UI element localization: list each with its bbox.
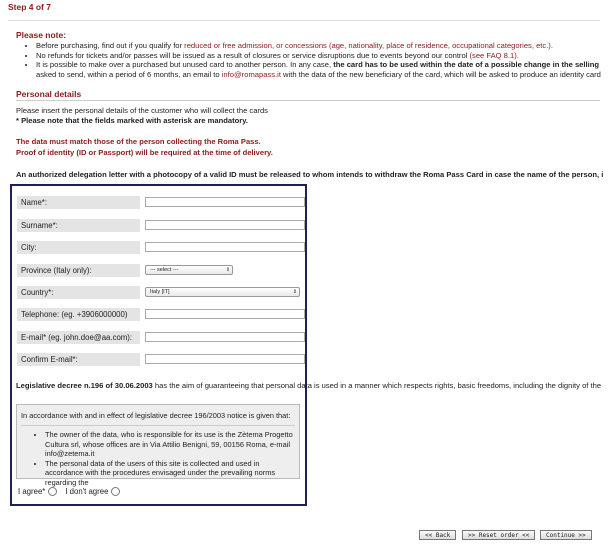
chevron-up-down-icon: ⇕ (225, 267, 230, 273)
concessions-link[interactable]: reduced or free admission, or concessions (age, nationality, place of residence, occupational categories, etc.). (184, 41, 553, 50)
reset-order-button[interactable]: >> Reset order << (462, 530, 535, 540)
note-text: asked to send, within a period of 6 months, an email to (36, 70, 222, 80)
province-value: --- select --- (150, 267, 179, 273)
email-link[interactable]: info@romapass.it (221, 70, 281, 80)
note-bold-text: the card has to be used within the date of a possible change in the selling (333, 60, 600, 70)
city-label: City: (17, 241, 140, 254)
warning-line: Proof of identity (ID or Passport) will be required at the time of delivery. (16, 147, 273, 157)
mandatory-note: * Please note that the fields marked with asterisk are mandatory. (16, 116, 248, 125)
note-item (36, 60, 616, 79)
section-divider (16, 100, 600, 101)
note-text: No refunds for tickets and/or passes will be issued as a result of closures or service disruptions due to events beyond our control (36, 50, 470, 60)
confirm-email-label: Confirm E-mail*: (17, 353, 140, 366)
phone-label: Telephone: (eg. +3906000000) (17, 308, 140, 321)
disagree-label: I don't agree (65, 487, 109, 496)
privacy-divider (21, 425, 295, 426)
surname-label: Surname*: (17, 219, 140, 232)
email-label: E-mail* (eg. john.doe@aa.com): (17, 331, 140, 344)
city-input[interactable] (145, 242, 305, 252)
note-text: with the data of the new beneficiary of the card, which will be asked to produce an identity card (280, 70, 601, 80)
legislative-text: has the aim of guaranteeing that personal data is used in a manner which respects rights, basic freedoms, including the dignity of the (152, 381, 602, 390)
legislative-note (16, 381, 601, 390)
privacy-item: • The personal data of the users of this site is collected and used in accordance with the procedures envisaged under the prevailing norms regarding the (45, 459, 295, 488)
consent-options (18, 487, 128, 496)
continue-button[interactable]: Continue >> (540, 530, 592, 540)
privacy-list (37, 430, 295, 487)
note-item (36, 51, 616, 61)
delegation-note: An authorized delegation letter with a photocopy of a valid ID must be released to whom intends to withdraw the Roma Pass Card in case the name of the person, i (16, 170, 604, 179)
agree-radio[interactable] (48, 487, 57, 496)
legislative-title: Legislative decree n.196 of 30.06.2003 (16, 381, 153, 390)
note-heading: Please note: (16, 30, 67, 40)
note-text: It is possible to make over a purchased but unused card to another person. In any case, (36, 60, 334, 70)
top-divider (8, 20, 600, 21)
name-input[interactable] (145, 197, 305, 207)
note-list (26, 41, 616, 80)
warning-line: The data must match those of the person collecting the Roma Pass. (16, 137, 261, 146)
phone-input[interactable] (145, 309, 305, 319)
province-select[interactable] (145, 265, 233, 275)
chevron-up-down-icon: ⇕ (292, 289, 297, 295)
note-item (36, 41, 616, 51)
privacy-intro: In accordance with and in effect of legislative decree 196/2003 notice is given that: (21, 411, 291, 420)
province-label: Province (Italy only): (17, 264, 140, 277)
personal-intro (16, 106, 268, 126)
faq-link[interactable]: (see FAQ 8.1). (469, 50, 519, 60)
privacy-notice-box[interactable] (16, 404, 300, 487)
privacy-item: • The owner of the data, who is responsible for its use is the Zètema Progetto Cultura srl, whose offices are in Via Attilio Benigni, 59, 00156 Roma, e-mail info@zetema.it (45, 430, 295, 459)
back-button[interactable]: << Back (419, 530, 456, 540)
country-select[interactable] (145, 287, 300, 297)
note-text: Before purchasing, find out if you qualify for (36, 41, 185, 50)
surname-input[interactable] (145, 220, 305, 230)
disagree-radio[interactable] (111, 487, 120, 496)
agree-label: I agree* (18, 487, 46, 496)
intro-text: Please insert the personal details of the customer who will collect the cards (16, 106, 268, 115)
name-label: Name*: (17, 196, 140, 209)
personal-details-heading: Personal details (16, 89, 82, 99)
country-label: Country*: (17, 286, 140, 299)
country-value: Italy [IT] (150, 289, 170, 295)
email-input[interactable] (145, 332, 305, 342)
step-indicator: Step 4 of 7 (8, 2, 51, 12)
warning-text (16, 137, 273, 158)
confirm-email-input[interactable] (145, 354, 305, 364)
